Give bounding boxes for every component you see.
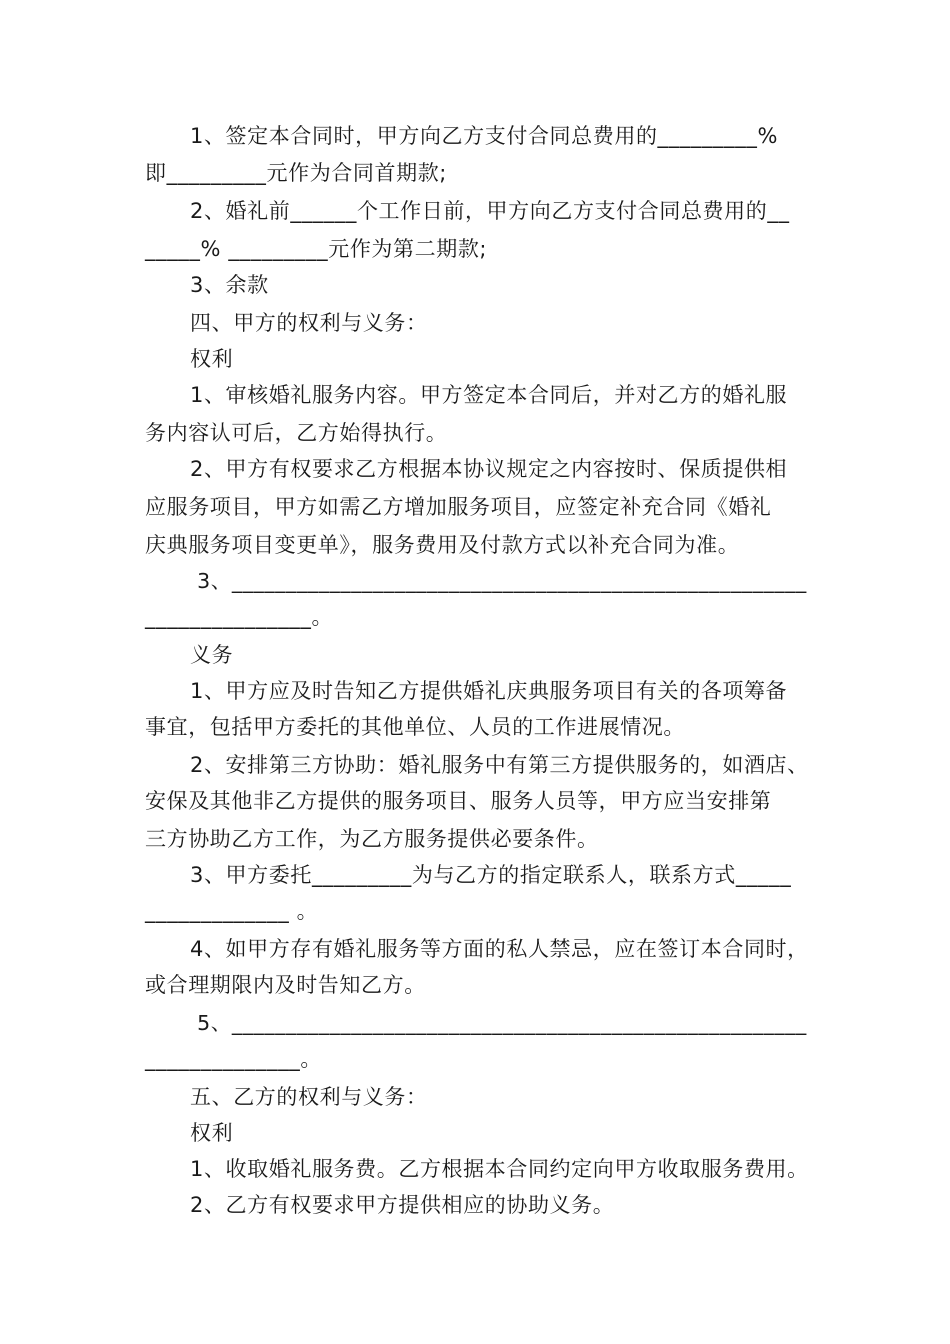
paragraph-line: 5、_____________________________________________________ <box>190 1011 807 1035</box>
section-heading: 四、甲方的权利与义务： <box>190 311 428 335</box>
paragraph-line: 1、签定本合同时，甲方向乙方支付合同总费用的_________% <box>190 124 779 148</box>
paragraph-line: 1、收取婚礼服务费。乙方根据本合同约定向甲方收取服务费用。 <box>190 1157 809 1181</box>
paragraph-line: 3、_____________________________________________________ <box>190 569 807 593</box>
paragraph-line: 三方协助乙方工作，为乙方服务提供必要条件。 <box>145 827 599 851</box>
paragraph-line: 即_________元作为合同首期款; <box>145 161 447 185</box>
paragraph-line: 安保及其他非乙方提供的服务项目、服务人员等，甲方应当安排第 <box>145 789 772 813</box>
paragraph-line: ______________。 <box>145 1047 322 1071</box>
paragraph-line: 务内容认可后，乙方始得执行。 <box>145 421 448 445</box>
paragraph-line: 事宜，包括甲方委托的其他单位、人员的工作进展情况。 <box>145 715 685 739</box>
paragraph-line: 3、甲方委托_________为与乙方的指定联系人，联系方式_____ <box>190 863 792 887</box>
paragraph-line: _____________ 。 <box>145 899 319 923</box>
paragraph-line: _______________。 <box>145 605 334 629</box>
paragraph-line: 或合理期限内及时告知乙方。 <box>145 973 426 997</box>
paragraph-line: 1、审核婚礼服务内容。甲方签定本合同后，并对乙方的婚礼服 <box>190 383 788 407</box>
paragraph-line: 3、余款 <box>190 273 269 297</box>
paragraph-line: 1、甲方应及时告知乙方提供婚礼庆典服务项目有关的各项筹备 <box>190 679 788 703</box>
paragraph-line: 2、安排第三方协助：婚礼服务中有第三方提供服务的，如酒店、 <box>190 753 809 777</box>
subsection-heading: 权利 <box>190 347 234 371</box>
paragraph-line: 4、如甲方存有婚礼服务等方面的私人禁忌，应在签订本合同时， <box>190 937 809 961</box>
paragraph-line: _____% _________元作为第二期款; <box>145 237 488 261</box>
paragraph-line: 2、乙方有权要求甲方提供相应的协助义务。 <box>190 1193 615 1217</box>
paragraph-line: 应服务项目，甲方如需乙方增加服务项目，应签定补充合同《婚礼 <box>145 495 772 519</box>
section-heading: 五、乙方的权利与义务： <box>190 1085 428 1109</box>
subsection-heading: 权利 <box>190 1121 234 1145</box>
paragraph-line: 2、婚礼前______个工作日前，甲方向乙方支付合同总费用的__ <box>190 199 790 223</box>
subsection-heading: 义务 <box>190 643 234 667</box>
paragraph-line: 庆典服务项目变更单》，服务费用及付款方式以补充合同为准。 <box>145 533 740 557</box>
paragraph-line: 2、甲方有权要求乙方根据本协议规定之内容按时、保质提供相 <box>190 457 788 481</box>
